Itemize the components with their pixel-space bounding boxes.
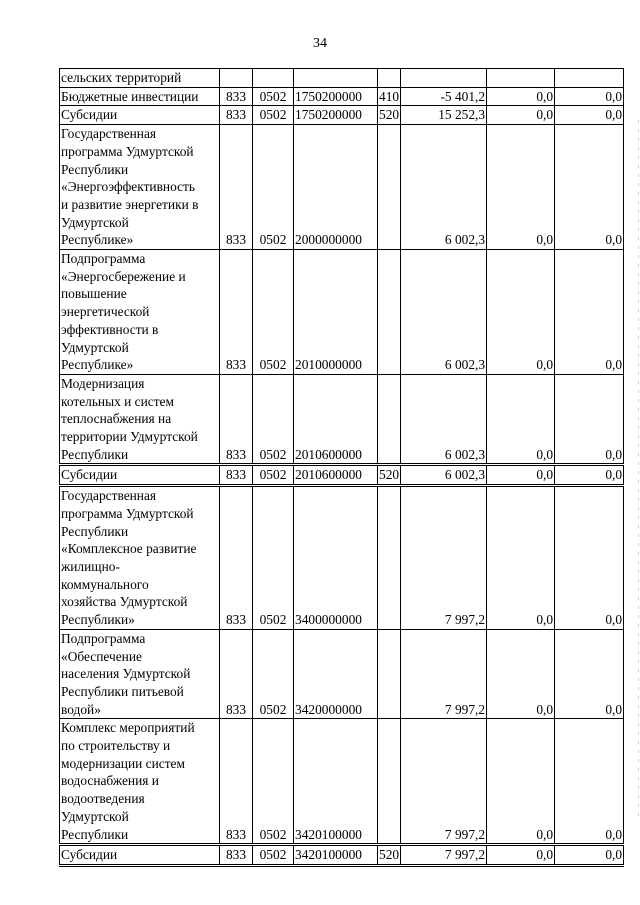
cell-name: сельских территорий [60,69,220,88]
cell-sum3: 0,0 [555,87,624,106]
cell-vr [378,486,401,630]
cell-sum2 [487,69,555,88]
cell-sum2: 0,0 [487,374,555,465]
cell-sum1: 6 002,3 [401,250,487,375]
cell-sum2: 0,0 [487,125,555,250]
cell-csr: 2010600000 [294,374,378,465]
cell-section [253,69,294,88]
cell-sum3: 0,0 [555,845,624,866]
cell-sum1: 6 002,3 [401,465,487,486]
cell-section: 0502 [253,465,294,486]
table-row [60,87,624,106]
cell-vr [378,69,401,88]
cell-section: 0502 [253,719,294,845]
cell-sum3: 0,0 [555,486,624,630]
cell-ved: 833 [220,465,253,486]
table-body [60,69,624,866]
cell-sum3 [555,69,624,88]
cell-name: Субсидии [60,106,220,125]
cell-ved: 833 [220,125,253,250]
cell-sum3: 0,0 [555,125,624,250]
scan-edge-mark [638,120,639,820]
cell-vr: 520 [378,106,401,125]
cell-sum1: 15 252,3 [401,106,487,125]
cell-vr [378,629,401,719]
cell-name: Государственная программа Удмуртской Республики «Комплексное развитие жилищно- коммунального хозяйства Удмуртской Республики» [60,486,220,630]
cell-ved: 833 [220,845,253,866]
table-row [60,465,624,486]
cell-csr: 1750200000 [294,106,378,125]
cell-ved: 833 [220,374,253,465]
cell-section: 0502 [253,845,294,866]
cell-ved [220,69,253,88]
table-row [60,845,624,866]
cell-vr: 520 [378,465,401,486]
cell-ved: 833 [220,106,253,125]
cell-sum3: 0,0 [555,106,624,125]
cell-ved: 833 [220,629,253,719]
table-row [60,125,624,250]
cell-name: Субсидии [60,845,220,866]
cell-ved: 833 [220,87,253,106]
cell-sum2: 0,0 [487,845,555,866]
cell-csr: 3420100000 [294,845,378,866]
cell-csr: 3400000000 [294,486,378,630]
cell-vr [378,374,401,465]
cell-sum3: 0,0 [555,719,624,845]
cell-csr: 3420100000 [294,719,378,845]
cell-section: 0502 [253,125,294,250]
cell-sum1: 6 002,3 [401,374,487,465]
budget-table [59,68,624,867]
cell-vr [378,125,401,250]
cell-vr: 520 [378,845,401,866]
cell-name: Бюджетные инвестиции [60,87,220,106]
cell-sum2: 0,0 [487,87,555,106]
table-row [60,250,624,375]
table-row [60,374,624,465]
cell-section: 0502 [253,106,294,125]
table-row [60,486,624,630]
cell-sum2: 0,0 [487,250,555,375]
table-row [60,719,624,845]
cell-vr [378,719,401,845]
cell-name: Подпрограмма «Энергосбережение и повышение энергетической эффективности в Удмуртской Республике» [60,250,220,375]
cell-vr [378,250,401,375]
table-row [60,629,624,719]
cell-sum2: 0,0 [487,106,555,125]
cell-name: Субсидии [60,465,220,486]
cell-name: Модернизация котельных и систем теплоснабжения на территории Удмуртской Республики [60,374,220,465]
cell-sum1: 7 997,2 [401,486,487,630]
cell-csr [294,69,378,88]
cell-sum1: 6 002,3 [401,125,487,250]
cell-name: Комплекс мероприятий по строительству и модернизации систем водоснабжения и водоотведения Удмуртской Республики [60,719,220,845]
cell-section: 0502 [253,87,294,106]
cell-ved: 833 [220,719,253,845]
cell-sum3: 0,0 [555,465,624,486]
table-row [60,69,624,88]
cell-csr: 2010000000 [294,250,378,375]
table-row [60,106,624,125]
cell-sum1: 7 997,2 [401,719,487,845]
cell-csr: 2010600000 [294,465,378,486]
cell-ved: 833 [220,250,253,375]
cell-csr: 1750200000 [294,87,378,106]
cell-csr: 2000000000 [294,125,378,250]
cell-section: 0502 [253,374,294,465]
cell-sum3: 0,0 [555,629,624,719]
page-number: 34 [313,36,327,51]
cell-sum1 [401,69,487,88]
cell-sum2: 0,0 [487,719,555,845]
cell-vr: 410 [378,87,401,106]
cell-sum2: 0,0 [487,486,555,630]
cell-name: Подпрограмма «Обеспечение населения Удмуртской Республики питьевой водой» [60,629,220,719]
cell-section: 0502 [253,486,294,630]
cell-sum1: -5 401,2 [401,87,487,106]
cell-name: Государственная программа Удмуртской Республики «Энергоэффективность и развитие энергетики в Удмуртской Республике» [60,125,220,250]
cell-sum3: 0,0 [555,250,624,375]
cell-sum1: 7 997,2 [401,629,487,719]
cell-sum2: 0,0 [487,465,555,486]
cell-csr: 3420000000 [294,629,378,719]
cell-section: 0502 [253,629,294,719]
cell-sum1: 7 997,2 [401,845,487,866]
cell-ved: 833 [220,486,253,630]
cell-sum2: 0,0 [487,629,555,719]
cell-sum3: 0,0 [555,374,624,465]
cell-section: 0502 [253,250,294,375]
